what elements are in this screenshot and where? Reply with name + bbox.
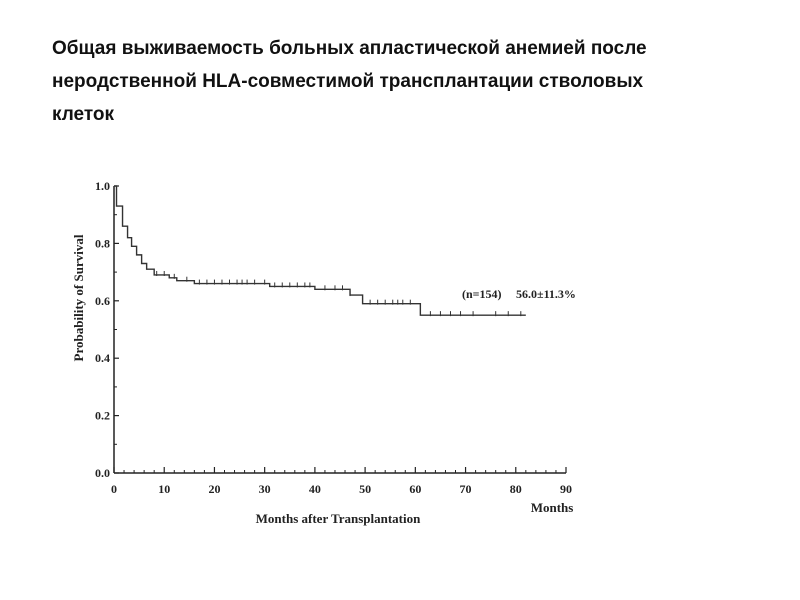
estimate-annotation: 56.0±11.3% — [516, 287, 576, 301]
x-axis-label: Months after Transplantation — [255, 511, 421, 526]
title-line-3: клеток — [52, 104, 115, 125]
x-tick-label: 70 — [459, 482, 472, 496]
x-tick-label: 60 — [409, 482, 422, 496]
n-annotation: (n=154) — [462, 287, 502, 301]
x-axis-corner-label: Months — [530, 500, 574, 515]
y-tick-label: 0.2 — [95, 408, 110, 423]
x-tick-label: 20 — [208, 482, 221, 496]
y-tick-label: 0.0 — [95, 466, 110, 480]
y-tick-label: 0.4 — [95, 351, 110, 366]
y-tick-label: 1.0 — [95, 179, 110, 193]
x-tick-label: 30 — [258, 482, 271, 496]
x-tick-label: 10 — [158, 482, 171, 496]
ticks — [95, 179, 572, 496]
x-tick-label: 0 — [111, 482, 117, 496]
x-tick-label: 40 — [308, 482, 321, 496]
title-line-2: неродственной HLA-совместимой трансплантации стволовых — [52, 71, 644, 92]
x-tick-label: 90 — [560, 482, 572, 496]
y-axis-label: Probability of Survival — [71, 234, 86, 362]
x-tick-label: 50 — [359, 482, 372, 496]
y-tick-label: 0.6 — [95, 293, 110, 308]
title-line-1: Общая выживаемость больных апластической анемией после — [52, 38, 647, 59]
y-tick-label: 0.8 — [95, 236, 110, 251]
axes — [114, 186, 566, 473]
x-tick-label: 80 — [509, 482, 522, 496]
